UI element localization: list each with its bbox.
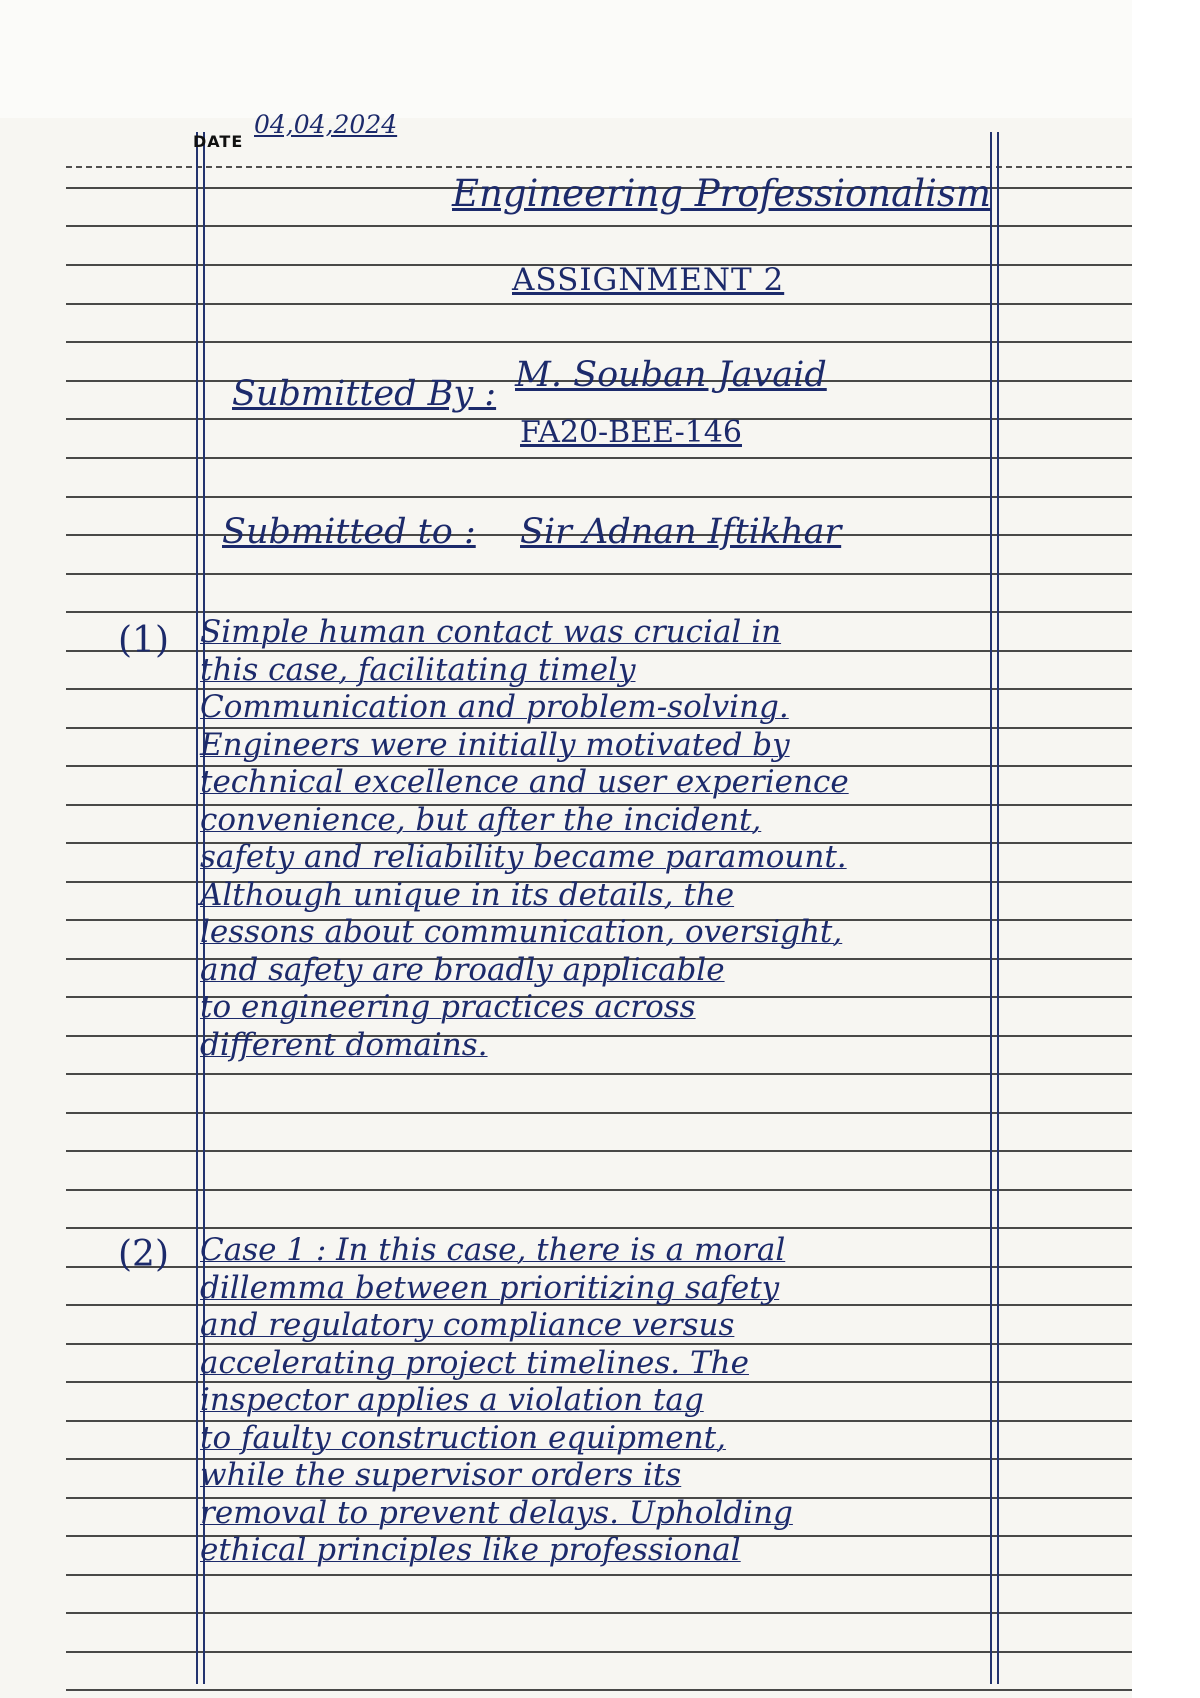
date-label: DATE [193, 132, 244, 151]
left-margin-line [196, 132, 198, 1684]
answer-line: technical excellence and user experience [200, 764, 849, 800]
answer-line: to engineering practices across [200, 989, 696, 1025]
student-name: M. Souban Javaid [515, 355, 827, 395]
ruled-line [66, 341, 1132, 343]
answer-line: dillemma between prioritizing safety [200, 1269, 780, 1306]
assignment-heading: ASSIGNMENT 2 [512, 262, 785, 298]
ruled-line [66, 1574, 1132, 1576]
answer-line: lessons about communication, oversight, [200, 914, 843, 950]
right-margin-line [997, 132, 999, 1684]
answer-line: removal to prevent delays. Upholding [200, 1494, 793, 1531]
question-number: (2) [118, 1234, 169, 1275]
ruled-line [66, 1689, 1132, 1691]
answer-line: Case 1 : In this case, there is a moral [200, 1232, 786, 1268]
answer-line: ethical principles like professional [200, 1532, 741, 1568]
submitted-by-label: Submitted By : [232, 374, 497, 414]
answer-paragraph [200, 614, 849, 1064]
answer-line: inspector applies a violation tag [200, 1382, 704, 1418]
ruled-line [66, 1227, 1132, 1229]
submitted-to-label: Submitted to : [222, 512, 476, 552]
ruled-line [66, 1150, 1132, 1152]
answer-paragraph [200, 1232, 793, 1570]
registration-number: FA20-BEE-146 [520, 415, 742, 450]
answer-line: and safety are broadly applicable [200, 951, 725, 988]
answer-line: Communication and problem-solving. [200, 689, 789, 725]
teacher-name: Sir Adnan Iftikhar [520, 512, 842, 552]
answer-line: safety and reliability became paramount. [200, 839, 847, 875]
question-number: (1) [118, 620, 169, 661]
ruled-line [66, 1612, 1132, 1614]
answer-line: accelerating project timelines. The [200, 1344, 749, 1381]
course-title: Engineering Professionalism [452, 172, 991, 215]
answer-line: while the supervisor orders its [200, 1457, 682, 1493]
page-top-margin [0, 0, 1132, 118]
ruled-line [66, 496, 1132, 498]
answer-line: different domains. [200, 1026, 488, 1063]
answer-line: Engineers were initially motivated by [200, 726, 790, 763]
ruled-line [66, 1651, 1132, 1653]
ruled-line [66, 1112, 1132, 1114]
ruled-line [66, 225, 1132, 227]
page-right-edge [1132, 0, 1200, 1698]
ruled-line [66, 457, 1132, 459]
answer-line: convenience, but after the incident, [200, 801, 762, 838]
ruled-line [66, 573, 1132, 575]
ruled-line [66, 166, 1132, 168]
date-value: 04,04,2024 [254, 110, 398, 139]
ruled-line [66, 1189, 1132, 1191]
answer-line: this case, facilitating timely [200, 651, 636, 688]
answer-line: Although unique in its details, the [200, 876, 735, 913]
answer-line: and regulatory compliance versus [200, 1307, 735, 1343]
ruled-line [66, 303, 1132, 305]
answer-line: Simple human contact was crucial in [200, 614, 782, 650]
ruled-line [66, 611, 1132, 613]
right-margin-line [990, 132, 992, 1684]
answer-line: to faulty construction equipment, [200, 1419, 726, 1456]
ruled-line [66, 1073, 1132, 1075]
